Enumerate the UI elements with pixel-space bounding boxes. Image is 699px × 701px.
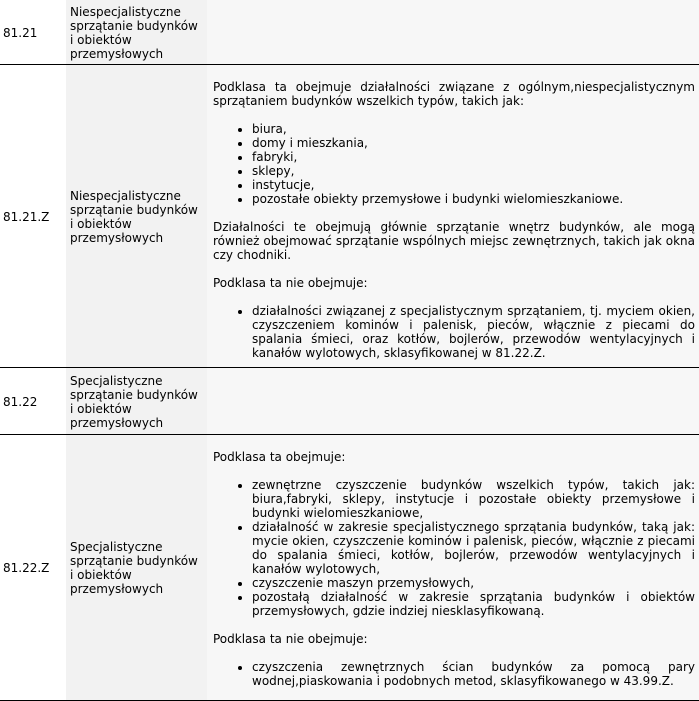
table-row xyxy=(0,0,699,65)
list-item: • pozostałą działalność w zakresie sprzątania budynków i obiektów przemysłowych, gdzie indziej niesklasyfikowaną. xyxy=(252,590,695,618)
list-item: • pozostałe obiekty przemysłowe i budynki wielomieszkaniowe. xyxy=(252,192,695,206)
list-item: • sklepy, xyxy=(252,164,695,178)
list-item: • biura, xyxy=(252,122,695,136)
included-activities-list xyxy=(213,478,695,618)
list-item: • czyszczenia zewnętrznych ścian budynków za pomocą pary wodnej,piaskowania i podobnych metod, sklasyfikowanego w 43.99.Z. xyxy=(252,660,695,688)
exclusions-heading: Podklasa ta nie obejmuje: xyxy=(213,276,368,290)
class-name xyxy=(66,0,207,65)
table-row xyxy=(0,368,699,435)
description-note: Działalności te obejmują głównie sprzątanie wnętrz budynków, ale mogą również obejmować sprzątanie wspólnych miejsc zewnętrznych, takich jak okna czy chodniki. xyxy=(213,220,695,262)
class-code xyxy=(0,435,66,701)
class-name-text: Specjalistyczne sprzątanie budynków i obiektów przemysłowych xyxy=(70,540,198,596)
class-name xyxy=(66,65,207,368)
class-name xyxy=(66,368,207,435)
exclusions-heading: Podklasa ta nie obejmuje: xyxy=(213,632,368,646)
description-intro: Podklasa ta obejmuje działalności związane z ogólnym,niespecjalistycznym sprzątaniem budynków wszelkich typów, takich jak: xyxy=(213,80,695,108)
class-name-text: Specjalistyczne sprzątanie budynków i obiektów przemysłowych xyxy=(70,373,198,430)
class-code-text: 81.22.Z xyxy=(3,561,50,575)
class-code xyxy=(0,368,66,435)
included-activities-list xyxy=(213,122,695,206)
list-item: • działalność w zakresie specjalistycznego sprzątania budynków, taką jak: mycie okien, czyszczenie kominów i palenisk, pieców, włącznie z piecami do spalania śmieci, kotłów, bojlerów, przewodów wentylacyjnych i kanałów wylotowych, xyxy=(252,520,695,576)
class-description xyxy=(207,368,699,435)
excluded-activities-list xyxy=(213,304,695,360)
class-code-text: 81.22 xyxy=(3,394,38,409)
class-code xyxy=(0,0,66,65)
class-description xyxy=(207,65,699,368)
description-intro: Podklasa ta obejmuje: xyxy=(213,450,346,464)
class-name-text: Niespecjalistyczne sprzątanie budynków i obiektów przemysłowych xyxy=(70,4,198,61)
class-name xyxy=(66,435,207,701)
class-code-text: 81.21.Z xyxy=(3,209,50,224)
class-name-text: Niespecjalistyczne sprzątanie budynków i obiektów przemysłowych xyxy=(70,188,198,245)
list-item: • instytucje, xyxy=(252,178,695,192)
table-row xyxy=(0,65,699,368)
class-description xyxy=(207,435,699,701)
list-item: • fabryki, xyxy=(252,150,695,164)
list-item: • działalności związanej z specjalistycznym sprzątaniem, tj. myciem okien, czyszczeniem kominów i palenisk, pieców, włącznie z piecami do spalania śmieci, oraz kotłów, bojlerów, przewodów wentylacyjnych i kanałów wylotowych, sklasyfikowanej w 81.22.Z. xyxy=(252,304,695,360)
list-item: • domy i mieszkania, xyxy=(252,136,695,150)
list-item: • czyszczenie maszyn przemysłowych, xyxy=(252,576,695,590)
class-code-text: 81.21 xyxy=(3,25,38,40)
list-item: • zewnętrzne czyszczenie budynków wszelkich typów, takich jak: biura,fabryki, sklepy, instytucje i pozostałe obiekty przemysłowe i budynki wielomieszkaniowe, xyxy=(252,478,695,520)
class-description xyxy=(207,0,699,65)
excluded-activities-list xyxy=(213,660,695,688)
class-code xyxy=(0,65,66,368)
table-row xyxy=(0,435,699,701)
